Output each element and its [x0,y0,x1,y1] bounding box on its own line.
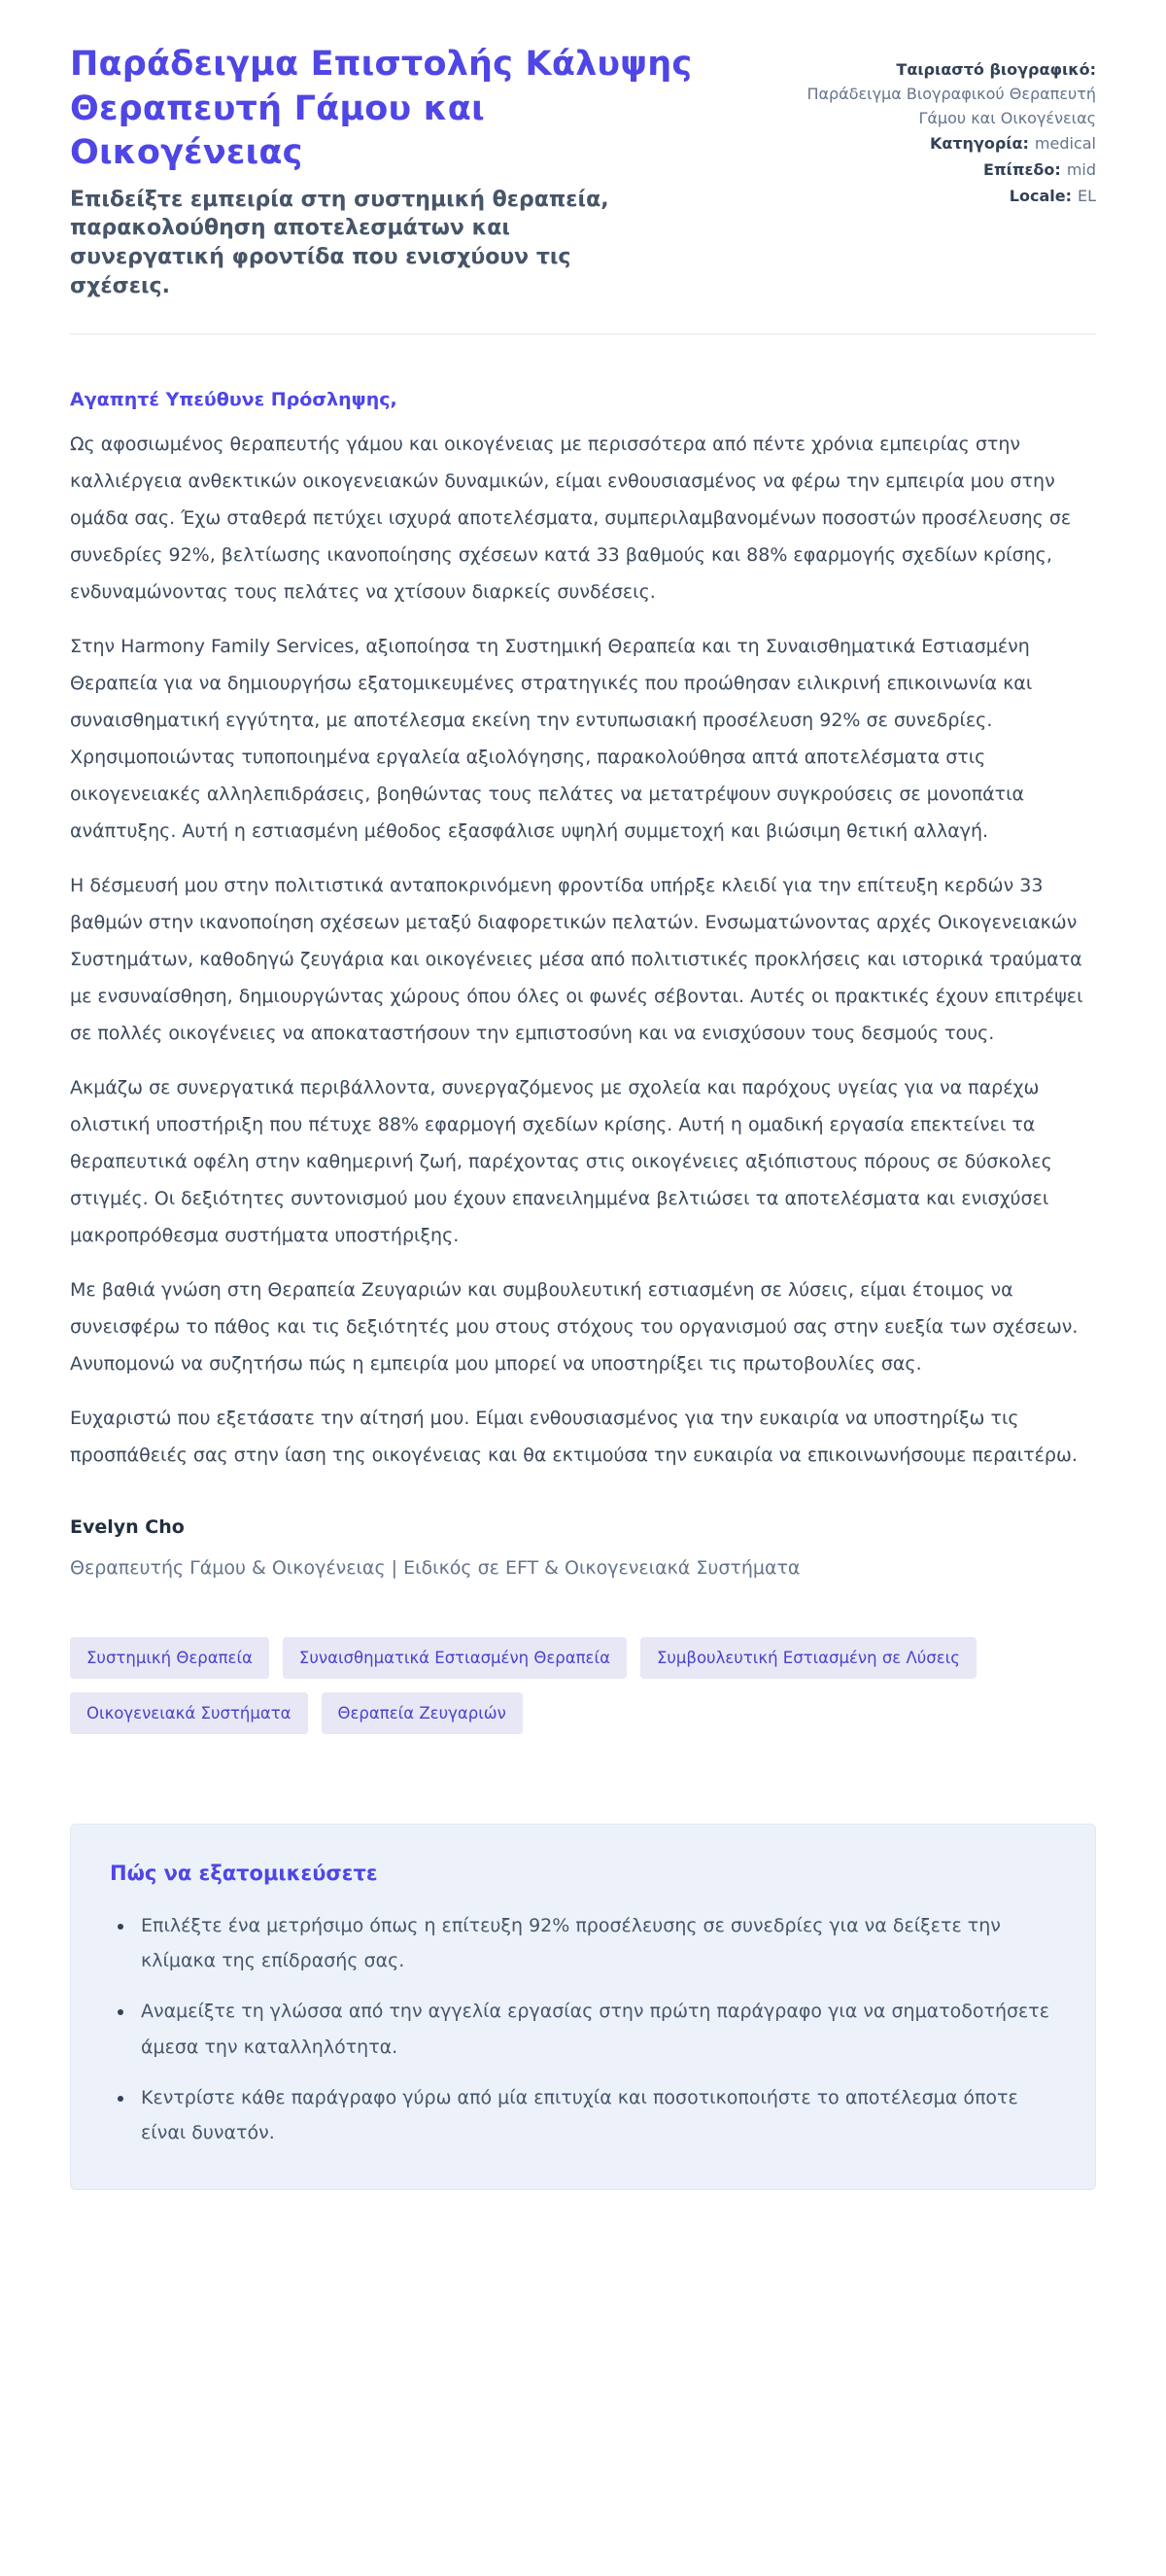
meta-locale [775,185,1096,209]
page-subtitle: Επιδείξτε εμπειρία στη συστημική θεραπεία, παρακολούθηση αποτελεσμάτων και συνεργατική φροντίδα που ενισχύουν τις σχέσεις. [70,187,609,298]
skill-tag: Οικογενειακά Συστήματα [70,1692,308,1734]
customize-tip: • Κεντρίστε κάθε παράγραφο γύρω από μία επιτυχία και ποσοτικοποιήστε το αποτέλεσμα όποτε είναι δυνατόν. [135,2080,1056,2150]
skill-tag: Συναισθηματικά Εστιασμένη Θεραπεία [283,1637,627,1679]
letter-paragraphs [70,426,1096,1474]
letter-paragraph: Η δέσμευσή μου στην πολιτιστικά ανταποκρινόμενη φροντίδα υπήρξε κλειδί για την επίτευξη κερδών 33 βαθμών στην ικανοποίηση σχέσεων μεταξύ διαφορετικών πελατών. Ενσωματώνοντας αρχές Οικογενειακών Συστημάτων, καθοδηγώ ζευγάρια και οικογένειες μέσα από πολιτιστικές προκλήσεις και ιστορικά τραύματα με ενσυναίσθηση, δημιουργώντας χώρους όπου όλες οι φωνές σέβονται. Αυτές οι πρακτικές έχουν επιτρέψει σε πολλές οικογένειες να αποκαταστήσουν την εμπιστοσύνη και να ενισχύσουν τους δεσμούς τους. [70,875,1083,1045]
letter-greeting: Αγαπητέ Υπεύθυνε Πρόσληψης, [70,389,397,411]
signature-name: Evelyn Cho [70,1516,185,1539]
meta-locale-label: Locale: [1009,186,1072,205]
cover-letter-body [70,389,1096,1579]
meta-panel [775,43,1096,211]
meta-level-label: Επίπεδο: [983,160,1061,180]
letter-paragraph: Ακμάζω σε συνεργατικά περιβάλλοντα, συνεργαζόμενος με σχολεία και παρόχους υγείας για να παρέχω ολιστική υποστήριξη που πέτυχε 88% εφαρμογή σχεδίων κρίσης. Αυτή η ομαδική εργασία επεκτείνει τα θεραπευτικά οφέλη στην καθημερινή ζωή, παρέχοντας στις οικογένειες αξιόπιστους πόρους σε δύσκολες στιγμές. Οι δεξιότητες συντονισμού μου έχουν επανειλημμένα βελτιώσει τα αποτελέσματα και ενισχύσει μακροπρόθεσμα συστήματα υποστήριξης. [70,1077,1052,1247]
header-title-block [70,43,711,300]
page-header [70,43,1096,300]
letter-paragraph: Ως αφοσιωμένος θεραπευτής γάμου και οικογένειας με περισσότερα από πέντε χρόνια εμπειρίας στην καλλιέργεια ανθεκτικών οικογενειακών δυναμικών, είμαι ενθουσιασμένος να φέρω την εμπειρία μου στην ομάδα σας. Έχω σταθερά πετύχει ισχυρά αποτελέσματα, συμπεριλαμβανομένων ποσοστών προσέλευσης σε συνεδρίες 92%, βελτίωσης ικανοποίησης σχέσεων κατά 33 βαθμούς και 88% εφαρμογής σχεδίων κρίσης, ενδυναμώνοντας τους πελάτες να χτίσουν διαρκείς συνδέσεις. [70,434,1072,604]
meta-matching-resume [775,58,1096,130]
meta-locale-value: EL [1077,186,1096,205]
meta-category-value: medical [1034,134,1096,154]
signature-role: Θεραπευτής Γάμου & Οικογένειας | Ειδικός σε EFT & Οικογενειακά Συστήματα [70,1557,801,1580]
skill-tags [70,1637,1022,1734]
letter-paragraph: Ευχαριστώ που εξετάσατε την αίτησή μου. Είμαι ενθουσιασμένος για την ευκαιρία να υποστηρίξω τις προσπάθειές σας στην ίαση της οικογένειας και θα εκτιμούσα την ευκαιρία να επικοινωνήσουμε περαιτέρω. [70,1408,1078,1467]
meta-resume-label: Ταιριαστό βιογραφικό: [896,60,1096,79]
meta-level [775,158,1096,183]
skill-tag: Θεραπεία Ζευγαριών [322,1692,523,1734]
customize-hint-box [70,1824,1096,2190]
meta-level-value: mid [1066,160,1096,180]
customize-tip-list [110,1908,1056,2150]
skill-tag: Συστημική Θεραπεία [70,1637,269,1679]
meta-category-label: Κατηγορία: [929,134,1029,154]
page-title: Παράδειγμα Επιστολής Κάλυψης Θεραπευτή Γάμου και Οικογένειας [70,45,693,172]
header-divider [70,333,1096,334]
customize-tip: • Επιλέξτε ένα μετρήσιμο όπως η επίτευξη 92% προσέλευσης σε συνεδρίες για να δείξετε την κλίμακα της επίδρασής σας. [135,1908,1056,1978]
matching-resume-link[interactable]: Παράδειγμα Βιογραφικού Θεραπευτή Γάμου και Οικογένειας [806,84,1096,127]
signature-block [70,1516,1096,1579]
customize-heading: Πώς να εξατομικεύσετε [110,1862,378,1886]
skill-tag: Συμβουλευτική Εστιασμένη σε Λύσεις [640,1637,977,1679]
meta-category [775,132,1096,157]
letter-paragraph: Στην Harmony Family Services, αξιοποίησα τη Συστημική Θεραπεία και τη Συναισθηματικά Εστιασμένη Θεραπεία για να δημιουργήσω εξατομικευμένες στρατηγικές που προώθησαν ειλικρινή επικοινωνία και συναισθηματική εγγύτητα, με αποτέλεσμα εκείνη την εντυπωσιακή προσέλευση 92% σε συνεδρίες. Χρησιμοποιώντας τυποποιημένα εργαλεία αξιολόγησης, παρακολούθησα απτά αποτελέσματα στις οικογενειακές αλληλεπιδράσεις, βοηθώντας τους πελάτες να μετατρέψουν συγκρούσεις σε μονοπάτια ανάπτυξης. Αυτή η εστιασμένη μέθοδος εξασφάλισε υψηλή συμμετοχή και βιώσιμη θετική αλλαγή. [70,636,1033,843]
customize-tip: • Αναμείξτε τη γλώσσα από την αγγελία εργασίας στην πρώτη παράγραφο για να σηματοδοτήσετε άμεσα την καταλληλότητα. [135,1994,1056,2064]
letter-paragraph: Με βαθιά γνώση στη Θεραπεία Ζευγαριών και συμβουλευτική εστιασμένη σε λύσεις, είμαι έτοιμος να συνεισφέρω το πάθος και τις δεξιότητές μου στους στόχους του οργανισμού σας στην ευεξία των σχέσεων. Ανυπομονώ να συζητήσω πώς η εμπειρία μου μπορεί να υποστηρίξει τις πρωτοβουλίες σας. [70,1279,1079,1375]
